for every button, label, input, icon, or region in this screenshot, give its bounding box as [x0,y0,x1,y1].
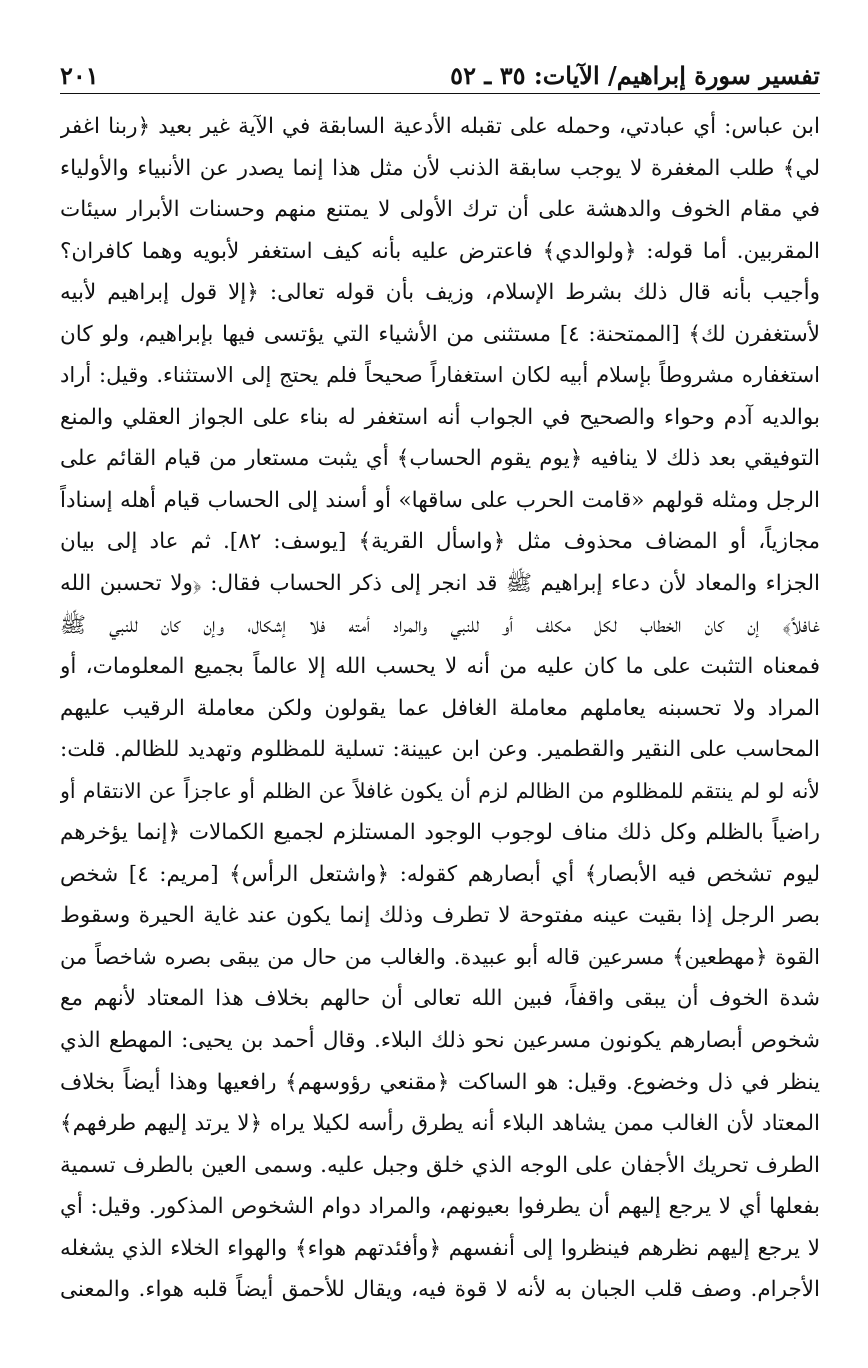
text-line: الرجل ومثله قولهم «قامت الحرب على ساقها» أو أسند إلى الحساب قيام أهله إسناداً [60,487,820,513]
text-line: التوفيقي بعد ذلك لا ينافيه ﴿يوم يقوم الحساب﴾ أي يثبت مستعار من قيام القائم على [60,446,820,472]
text-line: الأجرام. وصف قلب الجبان به لأنه لا قوة فيه، ويقال للأحمق أيضاً قلبه هواء. والمعنى [60,1277,820,1303]
page-number: ٢٠١ [60,61,99,90]
page-header [60,56,820,94]
text-line: شدة الخوف أن يبقى واقفاً، فبين الله تعالى أن حالهم بخلاف هذا المعتاد لأنهم مع [60,986,820,1012]
text-line: شخوص أبصارهم يكونون مسرعين نحو ذلك البلاء. وقال أحمد بن يحيى: المهطع الذي [60,1028,820,1054]
text-line: المحاسب على النقير والقطمير. وعن ابن عيينة: تسلية للمظلوم وتهديد للظالم. قلت: [60,737,820,763]
text-line: لي﴾ طلب المغفرة لا يوجب سابقة الذنب لأن مثل هذا إنما يصدر عن الأنبياء والأولياء [60,155,820,181]
text-line: المراد ولا تحسبنه يعاملهم معاملة الغافل عما يقولون ولكن معاملة الرقيب عليهم [60,695,820,721]
text-line: المقربين. أما قوله: ﴿ولوالدي﴾ فاعترض عليه بأنه كيف استغفر لأبويه وهما كافران؟ [60,238,820,264]
text-line: المعتاد لأن الغالب ممن يشاهد البلاء أنه يطرق رأسه لكيلا يراه ﴿لا يرتد إليهم طرفهم﴾ [60,1111,820,1137]
text-line: في مقام الخوف والدهشة على أن ترك الأولى لا يمتنع منهم وحسنات الأبرار سيئات [60,197,820,223]
text-line: بصر الرجل إذا بقيت عينه مفتوحة لا تطرف وذلك إنما يكون عند غاية الحيرة وسقوط [60,903,820,929]
body-text [60,106,820,1311]
book-page [60,56,820,1311]
text-line: الطرف تحريك الأجفان على الوجه الذي خلق وجبل عليه. وسمى العين بالطرف تسمية [60,1152,820,1178]
text-line: راضياً بالظلم وكل ذلك مناف لوجوب الوجود المستلزم لجميع الكمالات ﴿إنما يؤخرهم [60,820,820,846]
text-line: وأجيب بأنه قال ذلك بشرط الإسلام، وزيف بأن قوله تعالى: ﴿إلا قول إبراهيم لأبيه [60,280,820,306]
text-line: ابن عباس: أي عبادتي، وحمله على تقبله الأدعية السابقة في الآية غير بعيد ﴿ربنا اغفر [60,114,820,139]
running-title: تفسير سورة إبراهيم/ الآيات: ٣٥ ـ ٥٢ [450,61,820,90]
text-line: غافلاً﴾ إن كان الخطاب لكل مكلف أو للنبي والمراد أمته فلا إشكال، وإن كان للنبي ﷺ [60,612,820,638]
text-line: مجازياً، أو المضاف محذوف مثل ﴿واسأل القرية﴾ [يوسف: ٨٢]. ثم عاد إلى بيان [60,529,820,555]
text-line: القوة ﴿مهطعين﴾ مسرعين قاله أبو عبيدة. والغالب من حال من يبقى بصره شاخصاً من [60,944,820,969]
text-line: لا يرجع إليهم نظرهم فينظروا إلى أنفسهم ﴿وأفئدتهم هواء﴾ والهواء الخلاء الذي يشغله [60,1235,820,1261]
text-line: ليوم تشخص فيه الأبصار﴾ أي أبصارهم كقوله: ﴿واشتعل الرأس﴾ [مريم: ٤] شخص [60,861,820,887]
text-line: فمعناه التثبت على ما كان عليه من أنه لا يحسب الله إلا عالماً بجميع المعلومات، أو [60,654,820,680]
text-line: ينظر في ذل وخضوع. وقيل: هو الساكت ﴿مقنعي رؤوسهم﴾ رافعيها وهذا أيضاً بخلاف [60,1069,820,1095]
text-line: لأنه لو لم ينتقم للمظلوم من الظالم لزم أن يكون غافلاً عن الظلم أو عاجزاً عن الانتقام أو [60,778,820,803]
text-line: الجزاء والمعاد لأن دعاء إبراهيم ﷺ قد انجر إلى ذكر الحساب فقال: ﴿ولا تحسبن الله [60,571,820,597]
text-line: بوالديه آدم وحواء والصحيح في الجواب أنه استغفر له بناء على الجواز العقلي والمنع [60,404,820,430]
text-line: بفعلها أي لا يرجع إليهم أن يطرفوا بعيونهم، والمراد دوام الشخوص المذكور. وقيل: أي [60,1194,820,1220]
text-line: لأستغفرن لك﴾ [الممتحنة: ٤] مستثنى من الأشياء التي يؤتسى فيها بإبراهيم، ولو كان [60,321,820,347]
text-line: استغفاره مشروطاً بإسلام أبيه لكان استغفاراً صحيحاً فلم يحتج إلى الاستثناء. وقيل: أراد [60,363,820,388]
